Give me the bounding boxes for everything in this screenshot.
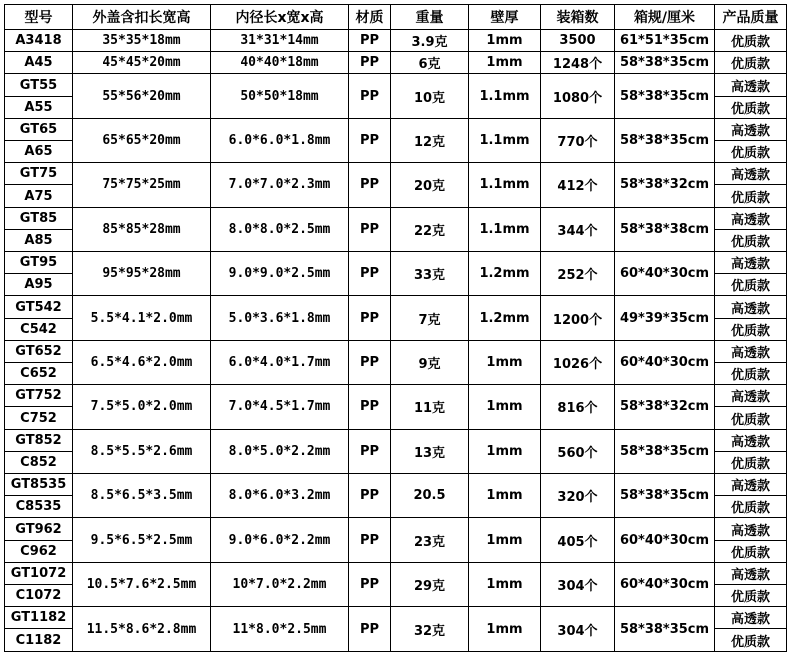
material-cell: PP <box>349 340 391 384</box>
quality-cell: 高透款 <box>715 474 787 496</box>
model-cell: GT1072 <box>5 562 73 584</box>
quality-cell: 优质款 <box>715 363 787 385</box>
pack-count-cell: 320个 <box>541 474 615 518</box>
quality-cell: 高透款 <box>715 385 787 407</box>
carton-size-cell: 58*38*35cm <box>615 429 715 473</box>
table-row <box>5 207 787 229</box>
wall-thickness-cell: 1mm <box>469 385 541 429</box>
model-cell: GT65 <box>5 118 73 140</box>
outer-size-cell: 45*45*20mm <box>73 52 211 74</box>
model-cell: GT95 <box>5 252 73 274</box>
outer-size-cell: 11.5*8.6*2.8mm <box>73 607 211 652</box>
carton-size-cell: 58*38*38cm <box>615 207 715 251</box>
quality-cell: 高透款 <box>715 607 787 629</box>
weight-cell: 7克 <box>391 296 469 340</box>
quality-cell: 高透款 <box>715 340 787 362</box>
wall-thickness-cell: 1.1mm <box>469 163 541 207</box>
carton-size-cell: 58*38*35cm <box>615 52 715 74</box>
carton-size-cell: 60*40*30cm <box>615 562 715 606</box>
quality-cell: 高透款 <box>715 118 787 140</box>
quality-cell: 优质款 <box>715 229 787 251</box>
wall-thickness-cell: 1mm <box>469 340 541 384</box>
outer-size-cell: 65*65*20mm <box>73 118 211 162</box>
weight-cell: 3.9克 <box>391 30 469 52</box>
table-row <box>5 607 787 629</box>
model-cell: GT752 <box>5 385 73 407</box>
carton-size-cell: 58*38*35cm <box>615 607 715 652</box>
wall-thickness-cell: 1mm <box>469 562 541 606</box>
inner-size-cell: 11*8.0*2.5mm <box>211 607 349 652</box>
weight-cell: 11克 <box>391 385 469 429</box>
inner-size-cell: 7.0*7.0*2.3mm <box>211 163 349 207</box>
quality-cell: 高透款 <box>715 163 787 185</box>
pack-count-cell: 1080个 <box>541 74 615 118</box>
wall-thickness-cell: 1mm <box>469 474 541 518</box>
model-cell: A85 <box>5 229 73 251</box>
pack-count-cell: 1026个 <box>541 340 615 384</box>
table-row <box>5 163 787 185</box>
model-cell: A95 <box>5 274 73 296</box>
carton-size-cell: 58*38*32cm <box>615 163 715 207</box>
table-row <box>5 518 787 540</box>
quality-cell: 优质款 <box>715 185 787 207</box>
quality-cell: 优质款 <box>715 141 787 163</box>
model-cell: A55 <box>5 96 73 118</box>
model-cell: C962 <box>5 540 73 562</box>
material-cell: PP <box>349 518 391 562</box>
wall-thickness-cell: 1mm <box>469 30 541 52</box>
inner-size-cell: 5.0*3.6*1.8mm <box>211 296 349 340</box>
material-cell: PP <box>349 385 391 429</box>
inner-size-cell: 8.0*8.0*2.5mm <box>211 207 349 251</box>
pack-count-cell: 405个 <box>541 518 615 562</box>
model-cell: C8535 <box>5 496 73 518</box>
quality-cell: 优质款 <box>715 451 787 473</box>
model-cell: A3418 <box>5 30 73 52</box>
model-cell: GT75 <box>5 163 73 185</box>
material-cell: PP <box>349 163 391 207</box>
outer-size-cell: 8.5*6.5*3.5mm <box>73 474 211 518</box>
wall-thickness-cell: 1mm <box>469 52 541 74</box>
model-cell: GT542 <box>5 296 73 318</box>
quality-cell: 高透款 <box>715 296 787 318</box>
inner-size-cell: 9.0*9.0*2.5mm <box>211 252 349 296</box>
quality-cell: 高透款 <box>715 429 787 451</box>
table-row <box>5 385 787 407</box>
carton-size-cell: 60*40*30cm <box>615 340 715 384</box>
weight-cell: 33克 <box>391 252 469 296</box>
quality-cell: 优质款 <box>715 496 787 518</box>
header-quality: 产品质量 <box>715 5 787 30</box>
material-cell: PP <box>349 474 391 518</box>
material-cell: PP <box>349 52 391 74</box>
quality-cell: 优质款 <box>715 274 787 296</box>
material-cell: PP <box>349 118 391 162</box>
header-weight: 重量 <box>391 5 469 30</box>
model-cell: GT652 <box>5 340 73 362</box>
weight-cell: 6克 <box>391 52 469 74</box>
outer-size-cell: 8.5*5.5*2.6mm <box>73 429 211 473</box>
table-row <box>5 296 787 318</box>
weight-cell: 32克 <box>391 607 469 652</box>
model-cell: C852 <box>5 451 73 473</box>
outer-size-cell: 6.5*4.6*2.0mm <box>73 340 211 384</box>
material-cell: PP <box>349 252 391 296</box>
wall-thickness-cell: 1.1mm <box>469 207 541 251</box>
model-cell: GT962 <box>5 518 73 540</box>
weight-cell: 9克 <box>391 340 469 384</box>
inner-size-cell: 10*7.0*2.2mm <box>211 562 349 606</box>
model-cell: GT1182 <box>5 607 73 629</box>
model-cell: C1072 <box>5 585 73 607</box>
material-cell: PP <box>349 207 391 251</box>
header-outer-size: 外盖含扣长宽高 <box>73 5 211 30</box>
model-cell: GT55 <box>5 74 73 96</box>
header-inner-size: 内径长x宽x高 <box>211 5 349 30</box>
wall-thickness-cell: 1.1mm <box>469 74 541 118</box>
carton-size-cell: 49*39*35cm <box>615 296 715 340</box>
quality-cell: 高透款 <box>715 207 787 229</box>
quality-cell: 优质款 <box>715 52 787 74</box>
pack-count-cell: 344个 <box>541 207 615 251</box>
pack-count-cell: 1200个 <box>541 296 615 340</box>
table-row <box>5 118 787 140</box>
outer-size-cell: 10.5*7.6*2.5mm <box>73 562 211 606</box>
pack-count-cell: 252个 <box>541 252 615 296</box>
outer-size-cell: 5.5*4.1*2.0mm <box>73 296 211 340</box>
inner-size-cell: 9.0*6.0*2.2mm <box>211 518 349 562</box>
model-cell: GT8535 <box>5 474 73 496</box>
quality-cell: 高透款 <box>715 252 787 274</box>
inner-size-cell: 8.0*5.0*2.2mm <box>211 429 349 473</box>
carton-size-cell: 58*38*32cm <box>615 385 715 429</box>
outer-size-cell: 7.5*5.0*2.0mm <box>73 385 211 429</box>
wall-thickness-cell: 1.2mm <box>469 252 541 296</box>
weight-cell: 12克 <box>391 118 469 162</box>
carton-size-cell: 58*38*35cm <box>615 74 715 118</box>
outer-size-cell: 35*35*18mm <box>73 30 211 52</box>
header-carton-size: 箱规/厘米 <box>615 5 715 30</box>
outer-size-cell: 85*85*28mm <box>73 207 211 251</box>
inner-size-cell: 7.0*4.5*1.7mm <box>211 385 349 429</box>
table-row <box>5 52 787 74</box>
quality-cell: 优质款 <box>715 30 787 52</box>
carton-size-cell: 61*51*35cm <box>615 30 715 52</box>
material-cell: PP <box>349 296 391 340</box>
table-row <box>5 74 787 96</box>
pack-count-cell: 412个 <box>541 163 615 207</box>
quality-cell: 高透款 <box>715 562 787 584</box>
header-material: 材质 <box>349 5 391 30</box>
wall-thickness-cell: 1mm <box>469 429 541 473</box>
pack-count-cell: 770个 <box>541 118 615 162</box>
quality-cell: 优质款 <box>715 407 787 429</box>
header-wall-thickness: 壁厚 <box>469 5 541 30</box>
inner-size-cell: 50*50*18mm <box>211 74 349 118</box>
model-cell: GT85 <box>5 207 73 229</box>
material-cell: PP <box>349 74 391 118</box>
inner-size-cell: 6.0*6.0*1.8mm <box>211 118 349 162</box>
table-row <box>5 252 787 274</box>
pack-count-cell: 1248个 <box>541 52 615 74</box>
inner-size-cell: 8.0*6.0*3.2mm <box>211 474 349 518</box>
table-row <box>5 340 787 362</box>
quality-cell: 优质款 <box>715 585 787 607</box>
header-model: 型号 <box>5 5 73 30</box>
weight-cell: 13克 <box>391 429 469 473</box>
model-cell: GT852 <box>5 429 73 451</box>
weight-cell: 20克 <box>391 163 469 207</box>
outer-size-cell: 55*56*20mm <box>73 74 211 118</box>
carton-size-cell: 58*38*35cm <box>615 474 715 518</box>
weight-cell: 23克 <box>391 518 469 562</box>
wall-thickness-cell: 1mm <box>469 607 541 652</box>
table-row <box>5 474 787 496</box>
weight-cell: 29克 <box>391 562 469 606</box>
model-cell: A75 <box>5 185 73 207</box>
pack-count-cell: 304个 <box>541 562 615 606</box>
inner-size-cell: 31*31*14mm <box>211 30 349 52</box>
carton-size-cell: 60*40*30cm <box>615 252 715 296</box>
outer-size-cell: 9.5*6.5*2.5mm <box>73 518 211 562</box>
quality-cell: 高透款 <box>715 518 787 540</box>
table-row <box>5 30 787 52</box>
table-row <box>5 429 787 451</box>
quality-cell: 优质款 <box>715 629 787 652</box>
inner-size-cell: 40*40*18mm <box>211 52 349 74</box>
wall-thickness-cell: 1.1mm <box>469 118 541 162</box>
header-pack-count: 装箱数 <box>541 5 615 30</box>
pack-count-cell: 3500 <box>541 30 615 52</box>
wall-thickness-cell: 1.2mm <box>469 296 541 340</box>
table-row <box>5 562 787 584</box>
weight-cell: 22克 <box>391 207 469 251</box>
header-row <box>5 5 787 30</box>
weight-cell: 20.5 <box>391 474 469 518</box>
quality-cell: 优质款 <box>715 540 787 562</box>
inner-size-cell: 6.0*4.0*1.7mm <box>211 340 349 384</box>
wall-thickness-cell: 1mm <box>469 518 541 562</box>
pack-count-cell: 816个 <box>541 385 615 429</box>
quality-cell: 优质款 <box>715 318 787 340</box>
weight-cell: 10克 <box>391 74 469 118</box>
material-cell: PP <box>349 607 391 652</box>
outer-size-cell: 75*75*25mm <box>73 163 211 207</box>
product-spec-table <box>4 4 787 652</box>
material-cell: PP <box>349 429 391 473</box>
material-cell: PP <box>349 562 391 606</box>
model-cell: C542 <box>5 318 73 340</box>
pack-count-cell: 304个 <box>541 607 615 652</box>
carton-size-cell: 60*40*30cm <box>615 518 715 562</box>
quality-cell: 高透款 <box>715 74 787 96</box>
quality-cell: 优质款 <box>715 96 787 118</box>
table-body <box>5 30 787 652</box>
model-cell: C652 <box>5 363 73 385</box>
pack-count-cell: 560个 <box>541 429 615 473</box>
model-cell: C1182 <box>5 629 73 652</box>
carton-size-cell: 58*38*35cm <box>615 118 715 162</box>
outer-size-cell: 95*95*28mm <box>73 252 211 296</box>
model-cell: A65 <box>5 141 73 163</box>
model-cell: A45 <box>5 52 73 74</box>
model-cell: C752 <box>5 407 73 429</box>
material-cell: PP <box>349 30 391 52</box>
